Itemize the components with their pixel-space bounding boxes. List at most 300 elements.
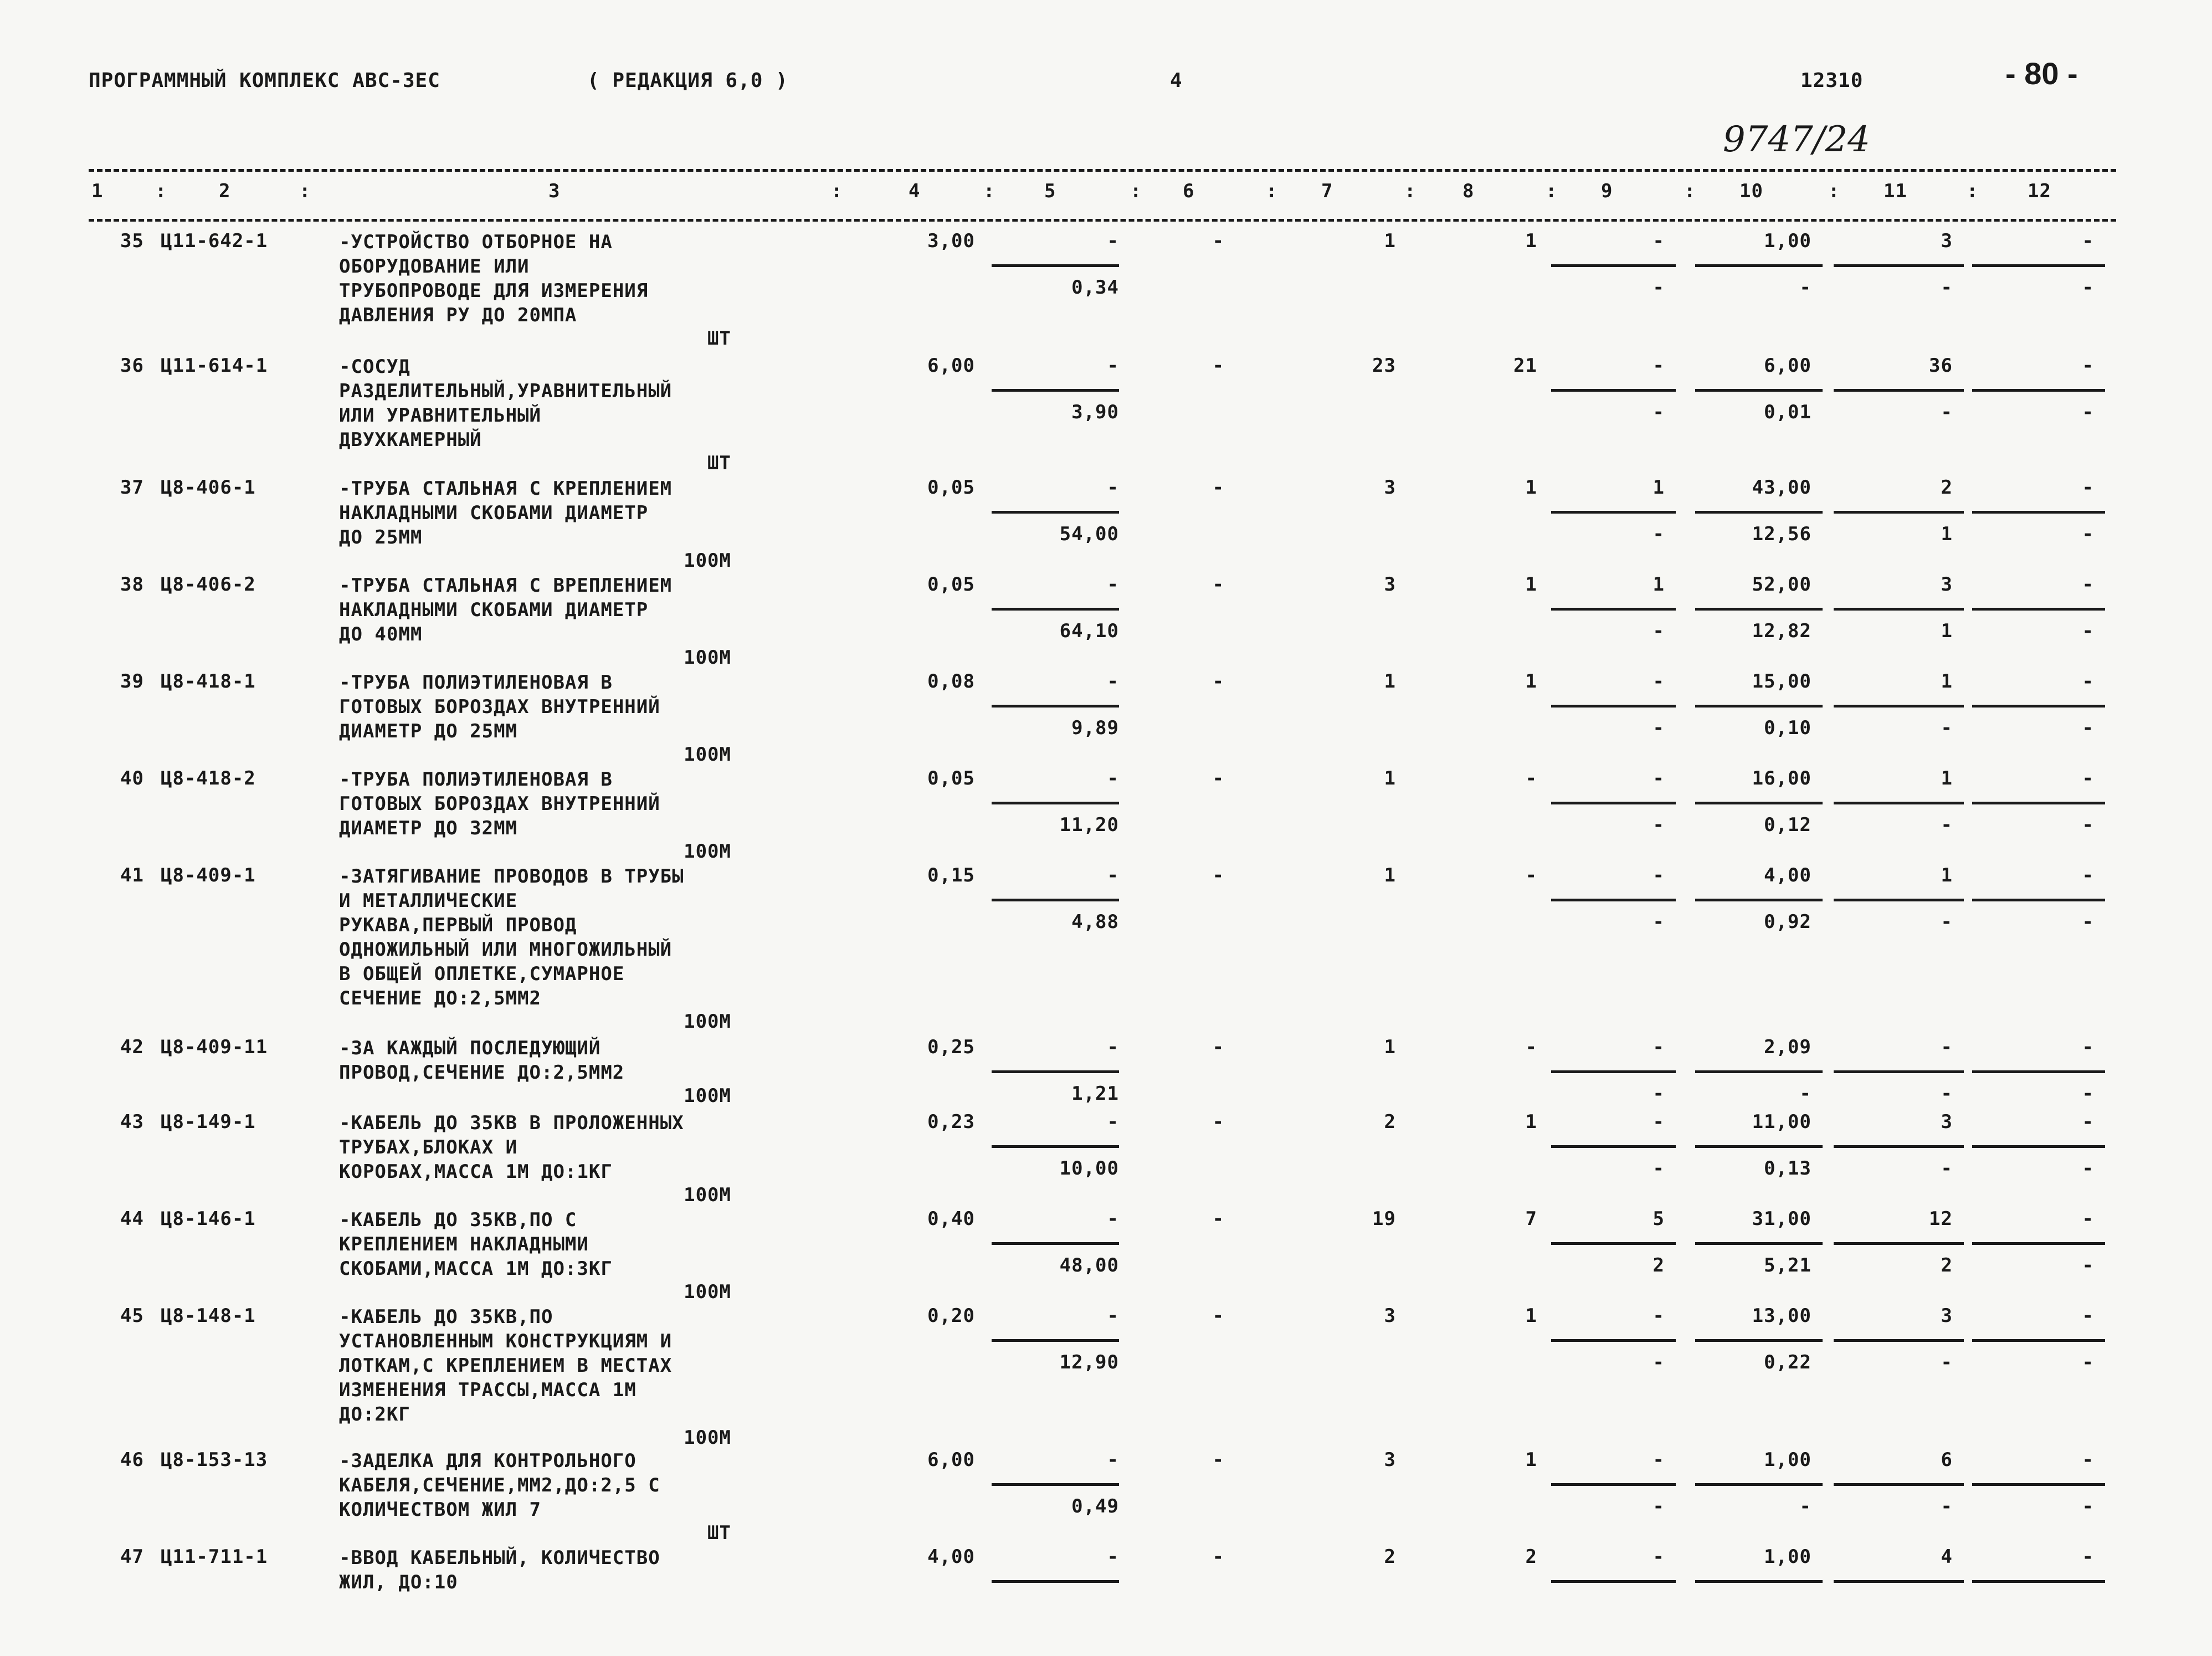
col4-value: 0,25 <box>927 1036 975 1058</box>
work-description: -ЗА КАЖДЫЙ ПОСЛЕДУЮЩИЙ ПРОВОД,СЕЧЕНИЕ ДО:2,5ММ2 <box>339 1037 625 1084</box>
col9-bottom: - <box>1652 620 1665 642</box>
col5-bottom: 54,00 <box>1059 523 1119 545</box>
col10-bottom: 5,21 <box>1764 1254 1811 1276</box>
fraction-line <box>992 899 1119 901</box>
col5-top: - <box>1107 864 1119 886</box>
col11-top: 3 <box>1941 573 1953 596</box>
col6-value: - <box>1212 1305 1224 1327</box>
col7-value: 2 <box>1384 1111 1396 1133</box>
col7-value: 1 <box>1384 230 1396 252</box>
col9-top: - <box>1652 1449 1665 1471</box>
col5-top: - <box>1107 573 1119 596</box>
col9-top: - <box>1652 864 1665 886</box>
column-separator: : <box>1404 180 1416 202</box>
work-description: -СОСУД РАЗДЕЛИТЕЛЬНЫЙ,УРАВНИТЕЛЬНЫЙ ИЛИ УРАВНИТЕЛЬНЫЙ ДВУХКАМЕРНЫЙ <box>339 356 673 451</box>
col12-top: - <box>2082 1305 2094 1327</box>
col7-value: 1 <box>1384 1036 1396 1058</box>
col10-bottom: 12,82 <box>1752 620 1811 642</box>
col7-value: 1 <box>1384 670 1396 693</box>
col11-bottom: 2 <box>1941 1254 1953 1276</box>
measure-unit: ШТ <box>707 452 731 474</box>
col5-top: - <box>1107 767 1119 789</box>
fraction-line <box>1551 389 1676 392</box>
col8-value: - <box>1525 767 1537 789</box>
col4-value: 0,05 <box>927 476 975 499</box>
fraction-line <box>1695 802 1823 804</box>
col12-top: - <box>2082 767 2094 789</box>
fraction-line <box>1551 802 1676 804</box>
col10-bottom: 0,22 <box>1764 1351 1811 1373</box>
col11-bottom: 1 <box>1941 523 1953 545</box>
fraction-line <box>992 608 1119 611</box>
col8-value: 1 <box>1525 1449 1537 1471</box>
column-separator: : <box>983 180 995 202</box>
fraction-line <box>1551 1339 1676 1342</box>
col9-bottom: - <box>1652 911 1665 933</box>
col7-value: 1 <box>1384 864 1396 886</box>
col9-bottom: - <box>1652 1495 1665 1517</box>
column-header-11: 11 <box>1883 180 1907 202</box>
work-description: -ВВОД КАБЕЛЬНЫЙ, КОЛИЧЕСТВО ЖИЛ, ДО:10 <box>339 1547 660 1593</box>
row-number: 42 <box>120 1036 144 1058</box>
col8-value: 1 <box>1525 573 1537 596</box>
fraction-line <box>1695 1070 1823 1073</box>
fraction-line <box>1695 899 1823 901</box>
fraction-line <box>1551 1242 1676 1245</box>
fraction-line <box>1834 1070 1964 1073</box>
column-header-9: 9 <box>1601 180 1613 202</box>
col6-value: - <box>1212 670 1224 693</box>
col5-top: - <box>1107 1036 1119 1058</box>
fraction-line <box>992 802 1119 804</box>
col8-value: 1 <box>1525 476 1537 499</box>
rate-code: Ц8-148-1 <box>161 1305 256 1327</box>
row-number: 38 <box>120 573 144 596</box>
fraction-line <box>992 1070 1119 1073</box>
col10-bottom: 0,13 <box>1764 1157 1811 1180</box>
measure-unit: 100М <box>684 1281 731 1303</box>
column-header-5: 5 <box>1044 180 1056 202</box>
fraction-line <box>1695 1580 1823 1583</box>
col7-value: 3 <box>1384 1449 1396 1471</box>
column-header-6: 6 <box>1183 180 1195 202</box>
fraction-line <box>1834 1339 1964 1342</box>
column-separator: : <box>831 180 843 202</box>
col12-bottom: - <box>2082 276 2094 299</box>
col7-value: 3 <box>1384 476 1396 499</box>
col11-bottom: - <box>1941 1157 1953 1180</box>
work-description: -КАБЕЛЬ ДО 35КВ,ПО УСТАНОВЛЕННЫМ КОНСТРУКЦИЯМ И ЛОТКАМ,С КРЕПЛЕНИЕМ В МЕСТАХ ИЗМЕНЕНИЯ ТРАССЫ,МАССА 1М ДО:2КГ <box>339 1306 673 1426</box>
col6-value: - <box>1212 1546 1224 1568</box>
fraction-line <box>1695 1145 1823 1148</box>
col6-value: - <box>1212 230 1224 252</box>
fraction-line <box>1972 264 2105 267</box>
work-description: -ТРУБА СТАЛЬНАЯ С ВРЕПЛЕНИЕМ НАКЛАДНЫМИ СКОБАМИ ДИАМЕТР ДО 40ММ <box>339 575 673 645</box>
col9-top: - <box>1652 1036 1665 1058</box>
col7-value: 23 <box>1372 355 1396 377</box>
col11-bottom: - <box>1941 1495 1953 1517</box>
col10-bottom: - <box>1799 1083 1811 1105</box>
col7-value: 1 <box>1384 767 1396 789</box>
row-number: 39 <box>120 670 144 693</box>
col9-bottom: - <box>1652 1157 1665 1180</box>
col9-bottom: - <box>1652 523 1665 545</box>
col11-top: 1 <box>1941 670 1953 693</box>
fraction-line <box>1695 608 1823 611</box>
work-description: -КАБЕЛЬ ДО 35КВ В ПРОЛОЖЕННЫХ ТРУБАХ,БЛОКАХ И КОРОБАХ,МАССА 1М ДО:1КГ <box>339 1112 684 1183</box>
col4-value: 0,05 <box>927 767 975 789</box>
col11-bottom: - <box>1941 1351 1953 1373</box>
rate-code: Ц11-642-1 <box>161 230 268 252</box>
col10-bottom: 0,10 <box>1764 717 1811 739</box>
col9-top: - <box>1652 1546 1665 1568</box>
col12-bottom: - <box>2082 1083 2094 1105</box>
row-number: 37 <box>120 476 144 499</box>
col11-top: 3 <box>1941 230 1953 252</box>
col8-value: 7 <box>1525 1208 1537 1230</box>
column-header-2: 2 <box>219 180 231 202</box>
col4-value: 0,40 <box>927 1208 975 1230</box>
col11-bottom: - <box>1941 911 1953 933</box>
col12-top: - <box>2082 1036 2094 1058</box>
rate-code: Ц11-711-1 <box>161 1546 268 1568</box>
col10-bottom: 0,01 <box>1764 401 1811 423</box>
col4-value: 0,23 <box>927 1111 975 1133</box>
fraction-line <box>992 511 1119 514</box>
col6-value: - <box>1212 573 1224 596</box>
row-number: 43 <box>120 1111 144 1133</box>
column-header-7: 7 <box>1321 180 1333 202</box>
col6-value: - <box>1212 1036 1224 1058</box>
rate-code: Ц11-614-1 <box>161 355 268 377</box>
column-separator: : <box>1546 180 1558 202</box>
col5-bottom: 3,90 <box>1071 401 1119 423</box>
column-separator: : <box>1130 180 1142 202</box>
fraction-line <box>992 1483 1119 1486</box>
col10-bottom: 0,92 <box>1764 911 1811 933</box>
col5-bottom: 48,00 <box>1059 1254 1119 1276</box>
col8-value: 1 <box>1525 1111 1537 1133</box>
measure-unit: ШТ <box>707 1522 731 1544</box>
col10-top: 43,00 <box>1752 476 1811 499</box>
col10-top: 31,00 <box>1752 1208 1811 1230</box>
rate-code: Ц8-149-1 <box>161 1111 256 1133</box>
col11-top: 3 <box>1941 1305 1953 1327</box>
fraction-line <box>1695 511 1823 514</box>
col9-bottom: - <box>1652 276 1665 299</box>
col8-value: 21 <box>1513 355 1537 377</box>
col5-bottom: 64,10 <box>1059 620 1119 642</box>
col10-bottom: 12,56 <box>1752 523 1811 545</box>
fraction-line <box>992 1339 1119 1342</box>
col8-value: 1 <box>1525 230 1537 252</box>
row-number: 47 <box>120 1546 144 1568</box>
col9-top: - <box>1652 230 1665 252</box>
fraction-line <box>992 1242 1119 1245</box>
col10-top: 16,00 <box>1752 767 1811 789</box>
col10-top: 1,00 <box>1764 1449 1811 1471</box>
col10-top: 13,00 <box>1752 1305 1811 1327</box>
fraction-line <box>992 1145 1119 1148</box>
fraction-line <box>1834 608 1964 611</box>
col12-top: - <box>2082 573 2094 596</box>
col9-bottom: 2 <box>1652 1254 1665 1276</box>
row-number: 36 <box>120 355 144 377</box>
col12-bottom: - <box>2082 523 2094 545</box>
edition-label: ( РЕДАКЦИЯ 6,0 ) <box>587 69 788 92</box>
col12-top: - <box>2082 230 2094 252</box>
row-number: 40 <box>120 767 144 789</box>
fraction-line <box>1972 1580 2105 1583</box>
fraction-line <box>1551 1070 1676 1073</box>
col5-bottom: 0,34 <box>1071 276 1119 299</box>
col8-value: - <box>1525 1036 1537 1058</box>
program-title: ПРОГРАММНЫЙ КОМПЛЕКС АВС-ЗЕС <box>89 69 440 92</box>
col11-top: - <box>1941 1036 1953 1058</box>
col10-bottom: - <box>1799 276 1811 299</box>
col11-top: 36 <box>1929 355 1953 377</box>
col9-top: - <box>1652 1111 1665 1133</box>
column-header-10: 10 <box>1739 180 1763 202</box>
col9-bottom: - <box>1652 401 1665 423</box>
work-description: -УСТРОЙСТВО ОТБОРНОЕ НА ОБОРУДОВАНИЕ ИЛИ ТРУБОПРОВОДЕ ДЛЯ ИЗМЕРЕНИЯ ДАВЛЕНИЯ РУ ДО 20МПА <box>339 231 649 326</box>
column-separator: : <box>1684 180 1696 202</box>
fraction-line <box>992 705 1119 707</box>
rate-code: Ц8-406-1 <box>161 476 256 499</box>
page-number: - 80 - <box>2005 56 2078 91</box>
col10-top: 11,00 <box>1752 1111 1811 1133</box>
col9-top: - <box>1652 1305 1665 1327</box>
col9-bottom: - <box>1652 814 1665 836</box>
page-section: 4 <box>1170 69 1183 92</box>
fraction-line <box>1695 1339 1823 1342</box>
col6-value: - <box>1212 767 1224 789</box>
col9-top: 1 <box>1652 573 1665 596</box>
col5-top: - <box>1107 1305 1119 1327</box>
measure-unit: 100М <box>684 647 731 669</box>
col4-value: 0,15 <box>927 864 975 886</box>
col10-top: 2,09 <box>1764 1036 1811 1058</box>
column-header-12: 12 <box>2028 180 2051 202</box>
fraction-line <box>1834 899 1964 901</box>
col10-bottom: - <box>1799 1495 1811 1517</box>
col8-value: 1 <box>1525 1305 1537 1327</box>
col9-top: - <box>1652 767 1665 789</box>
col9-bottom: - <box>1652 1083 1665 1105</box>
fraction-line <box>1551 1145 1676 1148</box>
col5-top: - <box>1107 476 1119 499</box>
col12-bottom: - <box>2082 620 2094 642</box>
rate-code: Ц8-406-2 <box>161 573 256 596</box>
col7-value: 3 <box>1384 573 1396 596</box>
col4-value: 4,00 <box>927 1546 975 1568</box>
column-header-4: 4 <box>909 180 921 202</box>
fraction-line <box>1834 1145 1964 1148</box>
col8-value: - <box>1525 864 1537 886</box>
header-bottom-rule <box>89 219 2116 222</box>
measure-unit: 100М <box>684 550 731 572</box>
fraction-line <box>1695 705 1823 707</box>
col6-value: - <box>1212 864 1224 886</box>
column-header-3: 3 <box>548 180 561 202</box>
col9-top: - <box>1652 670 1665 693</box>
col12-top: - <box>2082 670 2094 693</box>
fraction-line <box>1695 1242 1823 1245</box>
fraction-line <box>992 389 1119 392</box>
col12-top: - <box>2082 355 2094 377</box>
measure-unit: 100М <box>684 744 731 766</box>
rate-code: Ц8-418-1 <box>161 670 256 693</box>
fraction-line <box>1834 511 1964 514</box>
col12-bottom: - <box>2082 1157 2094 1180</box>
column-separator: : <box>155 180 167 202</box>
column-separator: : <box>1828 180 1840 202</box>
fraction-line <box>1834 802 1964 804</box>
col6-value: - <box>1212 1111 1224 1133</box>
fraction-line <box>1551 1483 1676 1486</box>
col11-top: 4 <box>1941 1546 1953 1568</box>
col11-bottom: - <box>1941 814 1953 836</box>
col11-top: 12 <box>1929 1208 1953 1230</box>
col4-value: 0,08 <box>927 670 975 693</box>
rate-code: Ц8-153-13 <box>161 1449 268 1471</box>
col11-bottom: - <box>1941 717 1953 739</box>
measure-unit: 100М <box>684 1011 731 1033</box>
work-description: -ТРУБА СТАЛЬНАЯ С КРЕПЛЕНИЕМ НАКЛАДНЫМИ СКОБАМИ ДИАМЕТР ДО 25ММ <box>339 478 673 548</box>
col5-top: - <box>1107 670 1119 693</box>
fraction-line <box>1834 705 1964 707</box>
fraction-line <box>1551 1580 1676 1583</box>
row-number: 45 <box>120 1305 144 1327</box>
col12-bottom: - <box>2082 911 2094 933</box>
col12-top: - <box>2082 476 2094 499</box>
measure-unit: 100М <box>684 1427 731 1449</box>
col9-bottom: - <box>1652 1351 1665 1373</box>
col11-bottom: 1 <box>1941 620 1953 642</box>
work-description: -ТРУБА ПОЛИЭТИЛЕНОВАЯ В ГОТОВЫХ БОРОЗДАХ ВНУТРЕННИЙ ДИАМЕТР ДО 32ММ <box>339 768 660 839</box>
col7-value: 2 <box>1384 1546 1396 1568</box>
col8-value: 2 <box>1525 1546 1537 1568</box>
col4-value: 0,05 <box>927 573 975 596</box>
row-number: 46 <box>120 1449 144 1471</box>
fraction-line <box>1972 1483 2105 1486</box>
col4-value: 3,00 <box>927 230 975 252</box>
col12-bottom: - <box>2082 401 2094 423</box>
col5-bottom: 11,20 <box>1059 814 1119 836</box>
col12-bottom: - <box>2082 814 2094 836</box>
fraction-line <box>1972 1339 2105 1342</box>
column-header-8: 8 <box>1462 180 1475 202</box>
col7-value: 19 <box>1372 1208 1396 1230</box>
col6-value: - <box>1212 476 1224 499</box>
col8-value: 1 <box>1525 670 1537 693</box>
col4-value: 6,00 <box>927 1449 975 1471</box>
col12-top: - <box>2082 1546 2094 1568</box>
col11-top: 6 <box>1941 1449 1953 1471</box>
header-top-rule <box>89 169 2116 172</box>
col7-value: 3 <box>1384 1305 1396 1327</box>
col10-top: 1,00 <box>1764 230 1811 252</box>
col12-bottom: - <box>2082 1351 2094 1373</box>
col6-value: - <box>1212 355 1224 377</box>
fraction-line <box>1695 264 1823 267</box>
fraction-line <box>1695 1483 1823 1486</box>
col12-top: - <box>2082 1111 2094 1133</box>
fraction-line <box>1551 511 1676 514</box>
col5-bottom: 4,88 <box>1071 911 1119 933</box>
fraction-line <box>1834 1242 1964 1245</box>
col9-bottom: - <box>1652 717 1665 739</box>
work-description: -ЗАДЕЛКА ДЛЯ КОНТРОЛЬНОГО КАБЕЛЯ,СЕЧЕНИЕ,ММ2,ДО:2,5 С КОЛИЧЕСТВОМ ЖИЛ 7 <box>339 1450 660 1521</box>
col12-bottom: - <box>2082 717 2094 739</box>
fraction-line <box>1972 1242 2105 1245</box>
rate-code: Ц8-146-1 <box>161 1208 256 1230</box>
col11-bottom: - <box>1941 401 1953 423</box>
col12-top: - <box>2082 1208 2094 1230</box>
fraction-line <box>1972 608 2105 611</box>
col10-top: 52,00 <box>1752 573 1811 596</box>
col9-top: 5 <box>1652 1208 1665 1230</box>
fraction-line <box>1834 389 1964 392</box>
col6-value: - <box>1212 1449 1224 1471</box>
col11-top: 2 <box>1941 476 1953 499</box>
col9-top: - <box>1652 355 1665 377</box>
work-description: -КАБЕЛЬ ДО 35КВ,ПО С КРЕПЛЕНИЕМ НАКЛАДНЫМИ СКОБАМИ,МАССА 1М ДО:3КГ <box>339 1209 613 1280</box>
col5-top: - <box>1107 230 1119 252</box>
fraction-line <box>1972 899 2105 901</box>
document-code: 12310 <box>1800 69 1864 92</box>
col10-top: 1,00 <box>1764 1546 1811 1568</box>
col10-top: 15,00 <box>1752 670 1811 693</box>
col10-top: 4,00 <box>1764 864 1811 886</box>
fraction-line <box>1551 608 1676 611</box>
column-separator: : <box>299 180 311 202</box>
fraction-line <box>1972 511 2105 514</box>
fraction-line <box>1972 802 2105 804</box>
col10-bottom: 0,12 <box>1764 814 1811 836</box>
fraction-line <box>1551 264 1676 267</box>
fraction-line <box>1972 1070 2105 1073</box>
col12-top: - <box>2082 864 2094 886</box>
col5-top: - <box>1107 1546 1119 1568</box>
column-separator: : <box>1967 180 1979 202</box>
measure-unit: 100М <box>684 1184 731 1206</box>
col5-top: - <box>1107 355 1119 377</box>
col10-top: 6,00 <box>1764 355 1811 377</box>
col9-top: 1 <box>1652 476 1665 499</box>
col12-bottom: - <box>2082 1495 2094 1517</box>
measure-unit: 100М <box>684 840 731 863</box>
fraction-line <box>1551 899 1676 901</box>
handwritten-note: 9747/24 <box>1723 119 1870 160</box>
work-description: -ТРУБА ПОЛИЭТИЛЕНОВАЯ В ГОТОВЫХ БОРОЗДАХ ВНУТРЕННИЙ ДИАМЕТР ДО 25ММ <box>339 671 660 742</box>
col12-top: - <box>2082 1449 2094 1471</box>
fraction-line <box>992 1580 1119 1583</box>
col5-bottom: 10,00 <box>1059 1157 1119 1180</box>
fraction-line <box>1834 1580 1964 1583</box>
col5-bottom: 12,90 <box>1059 1351 1119 1373</box>
col5-bottom: 1,21 <box>1071 1083 1119 1105</box>
column-header-1: 1 <box>91 180 104 202</box>
col5-top: - <box>1107 1449 1119 1471</box>
col11-bottom: - <box>1941 276 1953 299</box>
col5-top: - <box>1107 1111 1119 1133</box>
col11-top: 1 <box>1941 864 1953 886</box>
fraction-line <box>1834 264 1964 267</box>
col4-value: 6,00 <box>927 355 975 377</box>
column-separator: : <box>1266 180 1278 202</box>
col12-bottom: - <box>2082 1254 2094 1276</box>
